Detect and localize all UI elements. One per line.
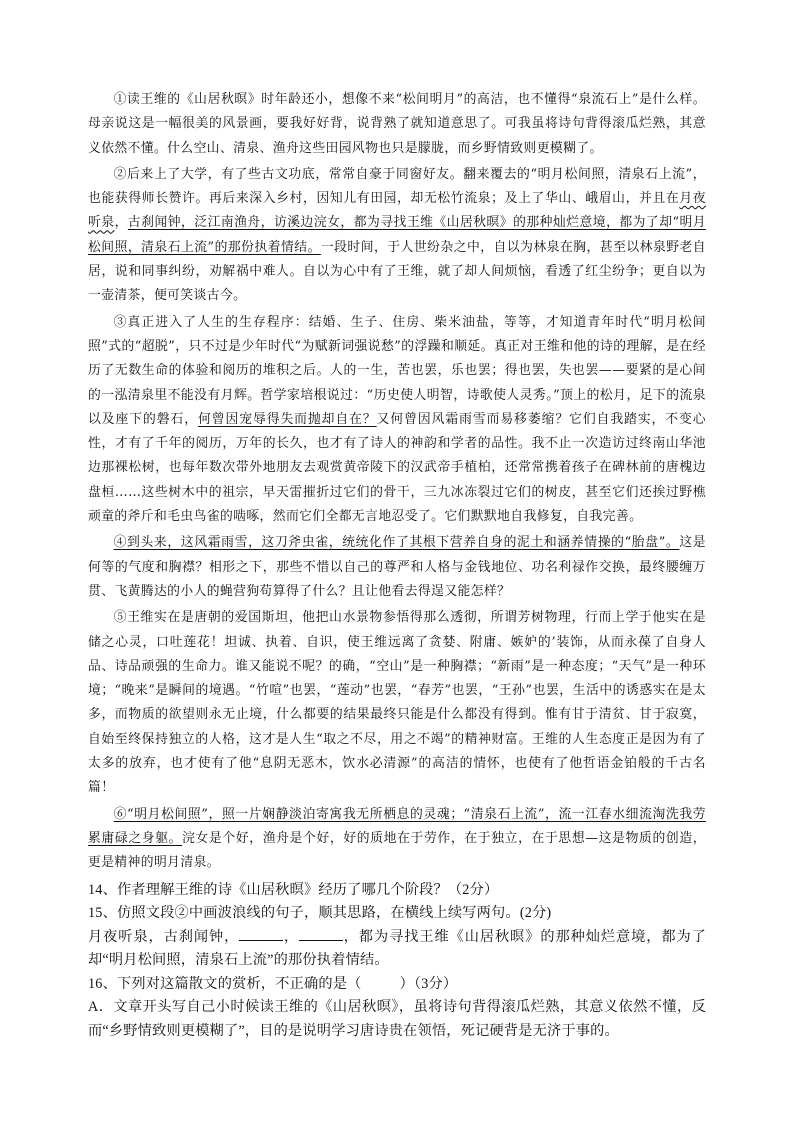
question-16: 16、下列对这篇散文的赏析，不正确的是（ ）（3分） [88, 975, 458, 992]
paragraph-2: ②后来上了大学，有了些古文功底，常常自豪于同窗好友。翻来覆去的“明月松间照，清泉石上流”，也能获得师长赞许。再后来深入乡村，因知儿有田园，却无松竹流泉；及上了华山、峨眉山，并且在月夜听泉，古刹闻钟，泛江南渔舟，访溪边浣女，都为寻找王维《山居秋暝》的那种灿烂意境，都为了却“明月松间照，清泉石上流”的那份执着情结。一段时间，于人世纷杂之中，自以为林泉在胸，甚至以林泉野老自居，说和同事纠纷，劝解祸中难人。自以为心中有了王维，就了却人间烦恼，看透了红尘纷争；更自以为一壶清茶，便可笑谈古今。 [88, 166, 706, 304]
questions-section [88, 879, 706, 1044]
answer-blank[interactable] [239, 928, 283, 941]
paragraph-1: ①读王维的《山居秋暝》时年龄还小，想像不来“松间明月”的高洁，也不懂得“泉流石上”是什么样。母亲说这是一幅很美的风景画，要我好好背，说背熟了就知道意思了。可我虽将诗句背得滚瓜烂熟，其意义依然不懂。什么空山、清泉、渔舟这些田园风物也只是朦胧，而乡野情致则更模糊了。 [88, 92, 706, 156]
underlined-sentence: ④到头来，这风霜雨雪，这刀斧虫雀，统统化作了其根下营养自身的泥土和涵养情操的“胎盘”。 [113, 535, 680, 551]
question-15-prompt: 月夜听泉，古刹闻钟， ， ，都为寻找王维《山居秋暝》的那种灿烂意境，都为了却“明月松间照，清泉石上流”的那份执着情结。 [88, 928, 706, 969]
wavy-underlined-phrase: 月夜听泉 [88, 191, 706, 231]
paragraph-3: ③真正进入了人生的生存程序：结婚、生子、住房、柴米油盐，等等，才知道青年时代“明月松间照”式的“超脱”，只不过是少年时代“为赋新词强说愁”的浮躁和顺延。真正对王维和他的诗的理解，是在经历了无数生命的体验和阅历的堆积之后。人的一生，苦也罢，乐也罢；得也罢，失也罢——要紧的是心间的一泓清泉里不能没有月辉。哲学家培根说过：“历史使人明智，诗歌使人灵秀。”顶上的松月，足下的流泉以及座下的磐石，何曾因宠辱得失而抛却自在？又何曾因风霜雨雪而易移萎缩？它们自我踏实，不变心性，才有了千年的阅历，万年的长久，也才有了诗人的神韵和学者的品性。我不止一次造访过终南山华池边那裸松树，也每年数次带外地朋友去观赏黄帝陵下的汉武帝手植柏，还常常携着孩子在碑林前的唐槐边盘桓……这些树木中的祖宗，早天雷摧折过它们的骨干，三九冰冻裂过它们的树皮，甚至它们还挨过野樵顽童的斧斤和毛虫鸟雀的啮啄，然而它们全都无言地忍受了。它们默默地自我修复，自我完善。 [88, 314, 706, 525]
essay-text [88, 88, 706, 876]
underlined-sentence: ⑥“明月松间照”，照一片娴静淡泊寄寓我无所栖息的灵魂；“清泉石上流”，流一江春水细流淘洗我劳累庸碌之身躯。 [88, 806, 706, 846]
question-15: 15、仿照文段②中画波浪线的句子，顺其思路，在横线上续写两句。(2分) [88, 905, 552, 922]
underlined-sentence: 古刹闻钟，泛江南渔舟，访溪边浣女，都为寻找王维《山居秋暝》的那种灿烂意境，都为了却“明月松间照，清泉石上流”的那份执着情结。 [88, 215, 706, 255]
answer-blank[interactable] [299, 928, 343, 941]
paragraph-4: ④到头来，这风霜雨雪，这刀斧虫雀，统统化作了其根下营养自身的泥土和涵养情操的“胎盘”。这是何等的气度和胸襟？相形之下，那些不惜以自己的尊严和人格与金钱地位、功名利禄作交换，最终腰缠万贯、飞黄腾达的小人的蝇营狗苟算得了什么？且让他看去得逞又能怎样？ [88, 535, 706, 599]
question-14: 14、作者理解王维的诗《山居秋暝》经历了哪几个阶段？（2分） [88, 881, 499, 898]
option-a: A．文章开头写自己小时候读王维的《山居秋暝》，虽将诗句背得滚瓜烂熟，其意义依然不懂，反而“乡野情致则更模糊了”，目的是说明学习唐诗贵在领悟，死记硬背是无济于事的。 [88, 999, 706, 1040]
paragraph-5: ⑤王维实在是唐朝的爱国斯坦，他把山水景物参悟得那么透彻，所谓芳树物理，行而上学于他实在是储之心灵，口吐莲花！坦诚、执着、自识，使王维远离了贪婪、附庸、嫉妒的’装饰，从而永葆了自身人品、诗品顽强的生命力。谁又能说不呢？的确，“空山”是一种胸襟；“新雨”是一种态度；“天气”是一种环境；“晚来”是瞬间的境遇。“竹喧”也罢，“莲动”也罢，“春芳”也罢，“王孙”也罢，生活中的诱惑实在是太多，而物质的欲望则永无止境，什么都要的结果最终只能是什么都没有得到。惟有甘于清贫、甘于寂寞，自始至终保持独立的人格，这才是人生“取之不尽，用之不竭”的精神财富。王维的人生态度正是因为有了太多的放弃，也才使有了他“息阴无恶木，饮水必清源”的高洁的情怀，也使有了他哲语金铂般的千古名篇！ [88, 610, 706, 796]
underlined-sentence: 何曾因宠辱得失而抛却自在？ [197, 411, 377, 427]
paragraph-6: ⑥“明月松间照”，照一片娴静淡泊寄寓我无所栖息的灵魂；“清泉石上流”，流一江春水细流淘洗我劳累庸碌之身躯。浣女是个好，渔舟是个好，好的质地在于劳作，在于独立，在于思想—这是物质的创造，更是精神的明月清泉。 [88, 806, 706, 871]
